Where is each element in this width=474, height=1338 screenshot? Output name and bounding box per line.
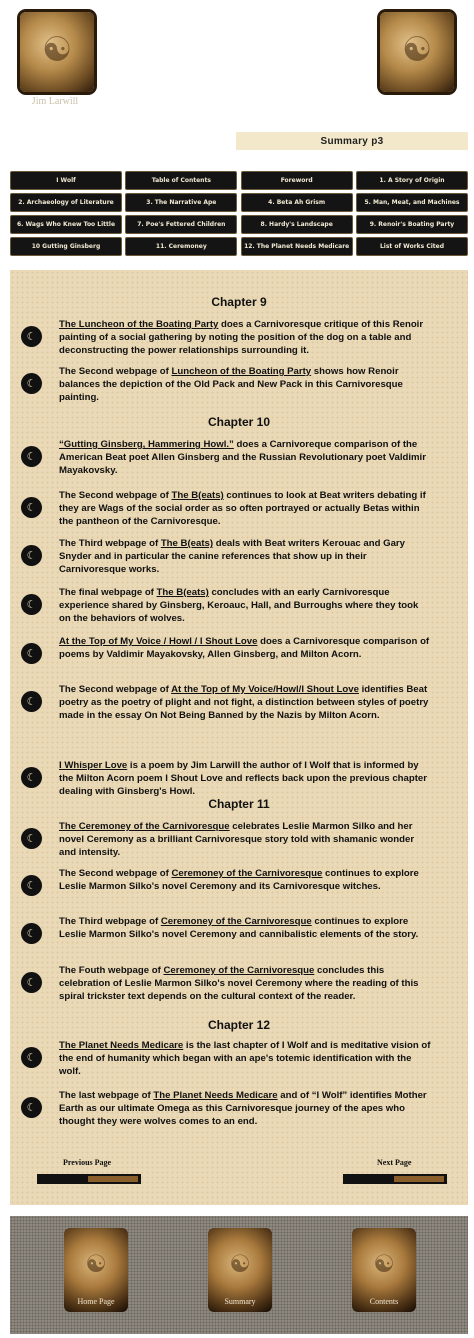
entry-text: [59, 537, 431, 576]
next-page-bar-fill: [394, 1176, 444, 1182]
entry-text: [59, 365, 431, 404]
entry-text: [59, 1039, 431, 1078]
entry-prefix: The last webpage of: [59, 1090, 154, 1101]
chapter-heading: Chapter 12: [207, 1018, 271, 1032]
entry-link[interactable]: Ceremoney of the Carnivoresque: [163, 965, 315, 976]
entry-text: [59, 915, 431, 941]
nav-button[interactable]: List of Works Cited: [356, 237, 468, 256]
previous-page-label[interactable]: Previous Page: [63, 1158, 112, 1167]
wolf-head-medallion-icon: ☯: [20, 12, 94, 92]
running-wolf-medallion-icon: ☯: [380, 12, 454, 92]
entry-text: [59, 964, 431, 1003]
entry-text: [59, 586, 431, 625]
nav-row: [10, 193, 468, 212]
entry-description: does a Carnivoresque critique of this Renoir painting of a social gathering by noting the position of the dog on a table and deconstructing the power relationships surrounding it.: [59, 319, 424, 356]
howling-wolf-icon: ☾: [21, 643, 42, 664]
entry-text: [59, 683, 431, 722]
entry-prefix: The final webpage of: [59, 587, 157, 598]
running-wolf-icon: ☯: [352, 1228, 416, 1312]
entry-prefix: The Second webpage of: [59, 490, 172, 501]
entry-link[interactable]: Ceremoney of the Carnivoresque: [171, 868, 323, 879]
entry-link[interactable]: At the Top of My Voice / Howl / I Shout Love: [59, 636, 258, 647]
nav-button[interactable]: 11. Ceremoney: [125, 237, 237, 256]
nav-row: [10, 237, 468, 256]
entry-link[interactable]: The Planet Needs Medicare: [59, 1040, 184, 1051]
nav-button[interactable]: 2. Archaeology of Literature: [10, 193, 122, 212]
next-page-label[interactable]: Next Page: [377, 1158, 412, 1167]
nav-button[interactable]: 6. Wags Who Knew Too Little: [10, 215, 122, 234]
summary-label: Summary: [224, 1297, 256, 1306]
nav-button[interactable]: 7. Poe's Fettered Children: [125, 215, 237, 234]
entry-description: deals with Beat writers Kerouac and Gary Snyder and in particular the canine references that show up in their Carnivoresque works.: [59, 538, 406, 575]
entry-description: continues to explore Leslie Marmon Silko's novel Ceremony and its Carnivoresque witches.: [59, 868, 419, 892]
nav-button[interactable]: Foreword: [241, 171, 353, 190]
howling-wolf-icon: ☾: [21, 923, 42, 944]
wolf-head-icon: ☯: [64, 1228, 128, 1312]
contents-label: Contents: [369, 1297, 399, 1306]
chapter-heading: Chapter 10: [207, 415, 271, 429]
entry-description: celebrates Leslie Marmon Silko and her novel Ceremony as a brilliant Carnivoresque story told with shamanic wonder and intensity.: [59, 821, 415, 858]
home-page-label: Home Page: [77, 1297, 115, 1306]
entry-text: [59, 867, 431, 893]
nav-button[interactable]: 4. Beta Ah Grism: [241, 193, 353, 212]
entry-description: is a poem by Jim Larwill the author of I Wolf that is informed by the Milton Acorn poem I Shout Love and reflects back upon the previous chapter dealing with Ginsberg's Howl.: [59, 760, 427, 797]
nav-button[interactable]: Table of Contents: [125, 171, 237, 190]
howling-wolf-icon: ☾: [21, 594, 42, 615]
howling-wolf-icon: ☾: [21, 497, 42, 518]
page-title: Summary p3: [236, 132, 468, 150]
home-page-button[interactable]: [64, 1228, 128, 1312]
entry-link[interactable]: I Whisper Love: [59, 760, 128, 771]
howling-wolf-icon: ☾: [21, 875, 42, 896]
entry-prefix: The Fouth webpage of: [59, 965, 164, 976]
entry-link[interactable]: The Luncheon of the Boating Party: [59, 319, 219, 330]
entry-link[interactable]: Ceremoney of the Carnivoresque: [160, 916, 312, 927]
howling-wolf-icon: ☾: [21, 446, 42, 467]
howling-wolf-icon: ☾: [21, 545, 42, 566]
howling-wolf-icon: ☾: [21, 828, 42, 849]
nav-button[interactable]: 3. The Narrative Ape: [125, 193, 237, 212]
entry-link[interactable]: The B(eats): [156, 587, 209, 598]
howling-wolf-icon: ☾: [21, 1047, 42, 1068]
howling-wolf-icon: ☾: [21, 691, 42, 712]
entry-description: and of “I Wolf” identifies Mother Earth as our ultimate Omega as this Carnivoresque journey of the apes who thought they were wolves comes to an end.: [59, 1090, 427, 1127]
wolf-icon: ☯: [208, 1228, 272, 1312]
entry-prefix: The Second webpage of: [59, 684, 172, 695]
howling-wolf-icon: ☾: [21, 326, 42, 347]
contents-button[interactable]: [352, 1228, 416, 1312]
howling-wolf-icon: ☾: [21, 767, 42, 788]
entry-description: identifies Beat poetry as the poetry of plight and not fight, a distinction between styles of poetry made in the essay On Not Being Banned by the Nazis by Milton Acorn.: [59, 684, 429, 721]
footer-nav: [10, 1216, 468, 1334]
entry-link[interactable]: The Planet Needs Medicare: [153, 1090, 278, 1101]
entry-description: shows how Renoir balances the depiction of the Old Pack and New Pack in this Carnivoresque painting.: [59, 366, 403, 403]
entry-text: [59, 635, 431, 661]
entry-description: does a Carnivoreque comparison of the American Beat poet Allen Ginsberg and the Russian Revolutionary poet Valdimir Mayakovsky.: [59, 439, 426, 476]
chapter-heading: Chapter 11: [208, 797, 270, 811]
nav-button[interactable]: 1. A Story of Origin: [356, 171, 468, 190]
entry-text: [59, 1089, 431, 1128]
entry-prefix: The Second webpage of: [59, 868, 172, 879]
entry-prefix: The Third webpage of: [59, 916, 161, 927]
entry-description: does a Carnivoresque comparison of poems by Valdimir Mayakovsky, Allen Ginsberg, and Milton Acorn.: [59, 636, 430, 660]
previous-page-bar-fill: [88, 1176, 138, 1182]
entry-text: [59, 318, 431, 357]
howling-wolf-icon: ☾: [21, 373, 42, 394]
author-name: Jim Larwill: [31, 96, 79, 107]
entry-description: continues to look at Beat writers debating if they are Wags of the social order as so often portrayed or actually Betas within the pantheon of the Carnivoresque.: [59, 490, 426, 527]
entry-text: [59, 820, 431, 859]
chapter-navigation: [10, 171, 468, 259]
entry-text: [59, 438, 431, 477]
nav-row: [10, 215, 468, 234]
entry-link[interactable]: “Gutting Ginsberg, Hammering Howl.”: [59, 439, 234, 450]
previous-page-bar[interactable]: [37, 1174, 141, 1184]
entry-text: [59, 489, 431, 528]
howling-wolf-icon: ☾: [21, 972, 42, 993]
entry-prefix: The Third webpage of: [59, 538, 161, 549]
nav-row: [10, 171, 468, 190]
summary-content: [10, 270, 468, 1205]
nav-button[interactable]: 10 Gutting Ginsberg: [10, 237, 122, 256]
entry-description: concludes this celebration of Leslie Marmon Silko's novel Ceremony where the reading of this spiral trickster text depends on the cultural context of the reader.: [59, 965, 419, 1002]
entry-description: continues to explore Leslie Marmon Silko's novel Ceremony and cannibalistic elements of the story.: [59, 916, 419, 940]
entry-link[interactable]: The B(eats): [160, 538, 214, 549]
nav-button[interactable]: 5. Man, Meat, and Machines: [356, 193, 468, 212]
nav-button[interactable]: I Wolf: [10, 171, 122, 190]
chapter-heading: Chapter 9: [211, 295, 267, 309]
nav-button[interactable]: 12. The Planet Needs Medicare: [241, 237, 353, 256]
next-page-bar[interactable]: [343, 1174, 447, 1184]
entry-prefix: The Second webpage of: [59, 366, 172, 377]
entry-description: concludes with an early Carnivoresque experience shared by Ginsberg, Keroauc, Hall, and Burroughs where they took on the behaviors of wolves.: [59, 587, 419, 624]
entry-link[interactable]: The Ceremoney of the Carnivoresque: [59, 821, 230, 832]
summary-button[interactable]: [208, 1228, 272, 1312]
howling-wolf-icon: ☾: [21, 1097, 42, 1118]
nav-button[interactable]: 9. Renoir's Boating Party: [356, 215, 468, 234]
entry-link[interactable]: Luncheon of the Boating Party: [171, 366, 312, 377]
entry-link[interactable]: The B(eats): [171, 490, 224, 501]
nav-button[interactable]: 8. Hardy's Landscape: [241, 215, 353, 234]
entry-text: [59, 759, 431, 798]
entry-description: is the last chapter of I Wolf and is meditative vision of the end of humanity which began with an ape's totemic identification with the wolf.: [59, 1040, 431, 1077]
entry-link[interactable]: At the Top of My Voice/Howl/I Shout Love: [171, 684, 359, 695]
